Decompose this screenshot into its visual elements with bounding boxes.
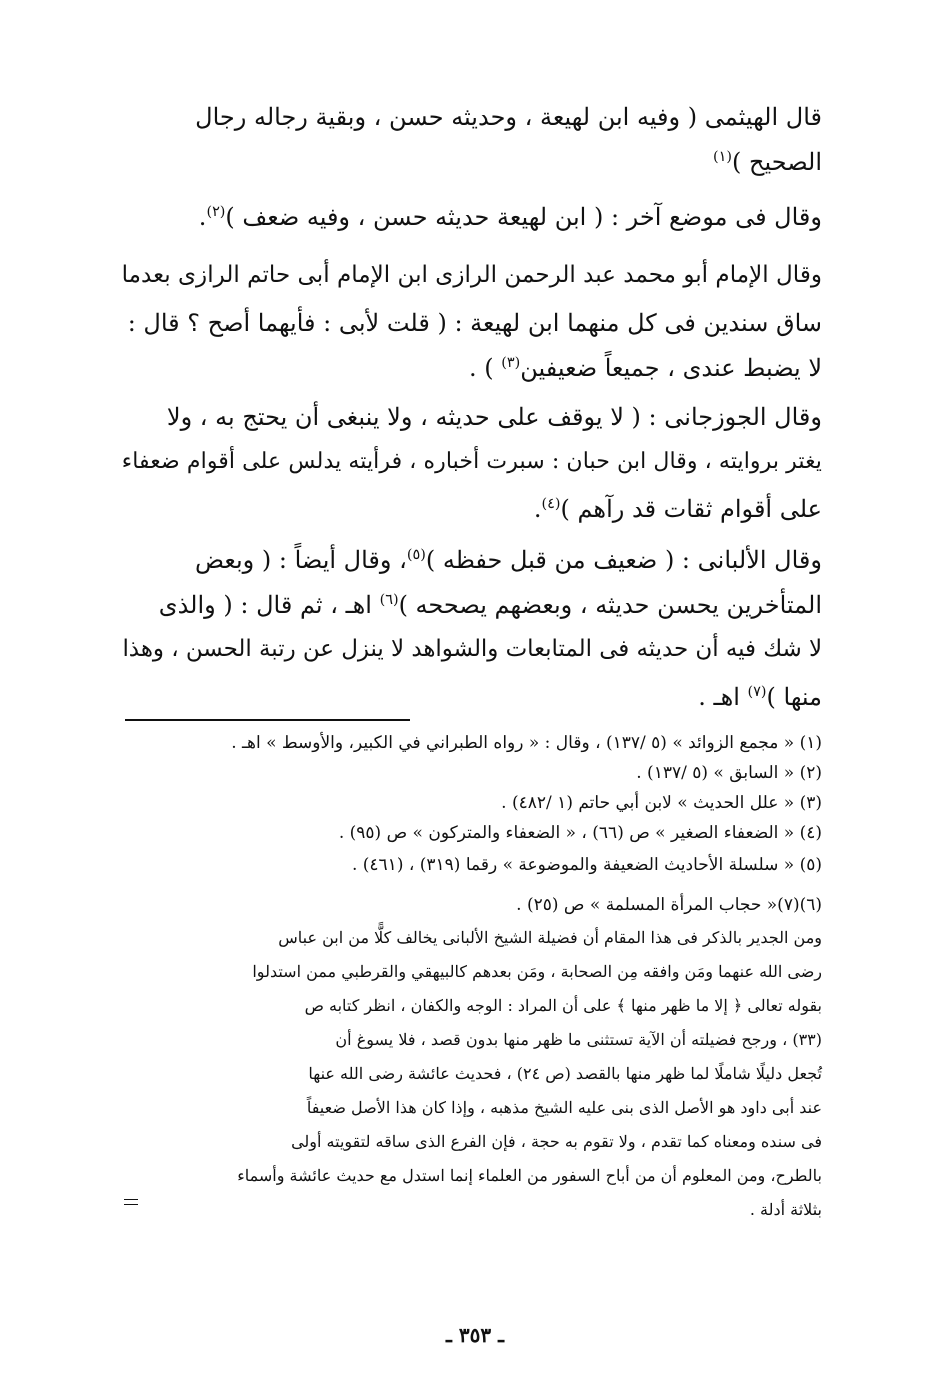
note-line: رضى الله عنهما ومَن وافقه مِن الصحابة ، ومَن بعدهم كالبيهقي والقرطبي ممن استدلوا bbox=[252, 962, 822, 981]
note-line: عند أبى داود هو الأصل الذى بنى عليه الشيخ مذهبه ، وإذا كان هذا الأصل ضعيفاً bbox=[306, 1098, 822, 1117]
footnote: (٥) « سلسلة الأحاديث الضعيفة والموضوعة » رقما (٣١٩) ، (٤٦١) . bbox=[351, 855, 822, 875]
note-line: فى سنده ومعناه كما تقدم ، ولا تقوم به حجة ، فإن الفرع الذى ساقه لتقويته أولى bbox=[291, 1132, 822, 1151]
note-line: بثلاثة أدلة . bbox=[749, 1200, 822, 1219]
footnote: (١) « مجمع الزوائد » (٥ /١٣٧) ، وقال : « رواه الطبراني في الكبير، والأوسط » اهـ . bbox=[231, 733, 822, 753]
note-line: (٣٣) ، ورجح فضيلته أن الآية تستثنى ما ظهر منها بدون قصد ، فلا يسوغ أن bbox=[335, 1030, 822, 1049]
note-line: ومن الجدير بالذكر فى هذا المقام أن فضيلة الشيخ الألبانى يخالف كلًّا من ابن عباس bbox=[278, 928, 822, 947]
continuation-mark bbox=[124, 1199, 138, 1205]
footnote: (٤) « الضعفاء الصغير » ص (٦٦) ، « الضعفاء والمتركون » ص (٩٥) . bbox=[338, 823, 822, 843]
footnote-ref: (٢) bbox=[206, 204, 226, 220]
note-line: تُجعل دليلًا شاملًا لما ظهر منها بالقصد (ص ٢٤) ، فحديث عائشة رضى الله عنها bbox=[308, 1064, 822, 1083]
body-line: لا شك فيه أن حديثه فى المتابعات والشواهد لا ينزل عن رتبة الحسن ، وهذا bbox=[122, 636, 822, 662]
body-line: الصحيح )$^{(١)}$ bbox=[713, 148, 822, 176]
body-line: وقال الجوزجانى : ( لا يوقف على حديثه ، ولا ينبغى أن يحتج به ، ولا bbox=[166, 403, 822, 431]
page-number: ـ ٣٥٣ ـ bbox=[446, 1323, 504, 1347]
footnote-ref: (١) bbox=[713, 149, 732, 165]
footnote-ref: (٥) bbox=[406, 547, 426, 563]
body-line: قال الهيثمى ( وفيه ابن لهيعة ، وحديثه حسن ، وبقية رجاله رجال bbox=[195, 103, 822, 131]
note-line: بقوله تعالى ﴿ إلا ما ظهر منها ﴾ على أن المراد : الوجه والكفان ، انظر كتابه ص bbox=[304, 996, 822, 1015]
footnote: (٢) « السابق » (٥ /١٣٧) . bbox=[636, 763, 822, 783]
footnote-separator bbox=[125, 719, 410, 721]
footnote-ref: (٦) bbox=[379, 592, 399, 608]
body-line: وقال الألبانى : ( ضعيف من قبل حفظه )$^{(٥)}$، وقال أيضاً : ( وبعض bbox=[194, 546, 822, 574]
footnote: (٦)(٧)« حجاب المرأة المسلمة » ص (٢٥) . bbox=[516, 895, 822, 915]
body-line: يغتر بروايته ، وقال ابن حبان : سبرت أخباره ، فرأيته يدلس على أقوام ضعفاء bbox=[121, 448, 822, 474]
note-line: بالطرح، ومن المعلوم أن من أباح السفور من العلماء إنما استدل مع حديث عائشة وأسماء bbox=[237, 1166, 822, 1185]
footnote: (٣) « علل الحديث » لابن أبي حاتم (١ /٤٨٢) . bbox=[501, 793, 822, 813]
body-line: المتأخرين يحسن حديثه ، وبعضهم يصححه )$^{(٦)}$ اهـ ، ثم قال : ( والذى bbox=[158, 591, 822, 619]
body-line: لا يضبط عندى ، جميعاً ضعيفين$^{(٣)}$ ) . bbox=[469, 354, 822, 382]
footnote-ref: (٤) bbox=[541, 496, 561, 512]
footnote-ref: (٣) bbox=[501, 355, 521, 371]
body-line: وقال فى موضع آخر : ( ابن لهيعة حديثه حسن ، وفيه ضعف )$^{(٢)}$. bbox=[198, 203, 822, 231]
body-line: ساق سندين فى كل منهما ابن لهيعة : ( قلت لأبى : فأيهما أصح ؟ قال : bbox=[127, 309, 822, 337]
body-line: على أقوام ثقات قد رآهم )$^{(٤)}$. bbox=[533, 495, 822, 523]
footnote-ref: (٧) bbox=[747, 684, 767, 700]
body-line: وقال الإمام أبو محمد عبد الرحمن الرازى ابن الإمام أبى حاتم الرازى بعدما bbox=[121, 262, 822, 288]
body-line: منها )$^{(٧)}$ اهـ . bbox=[698, 683, 822, 711]
